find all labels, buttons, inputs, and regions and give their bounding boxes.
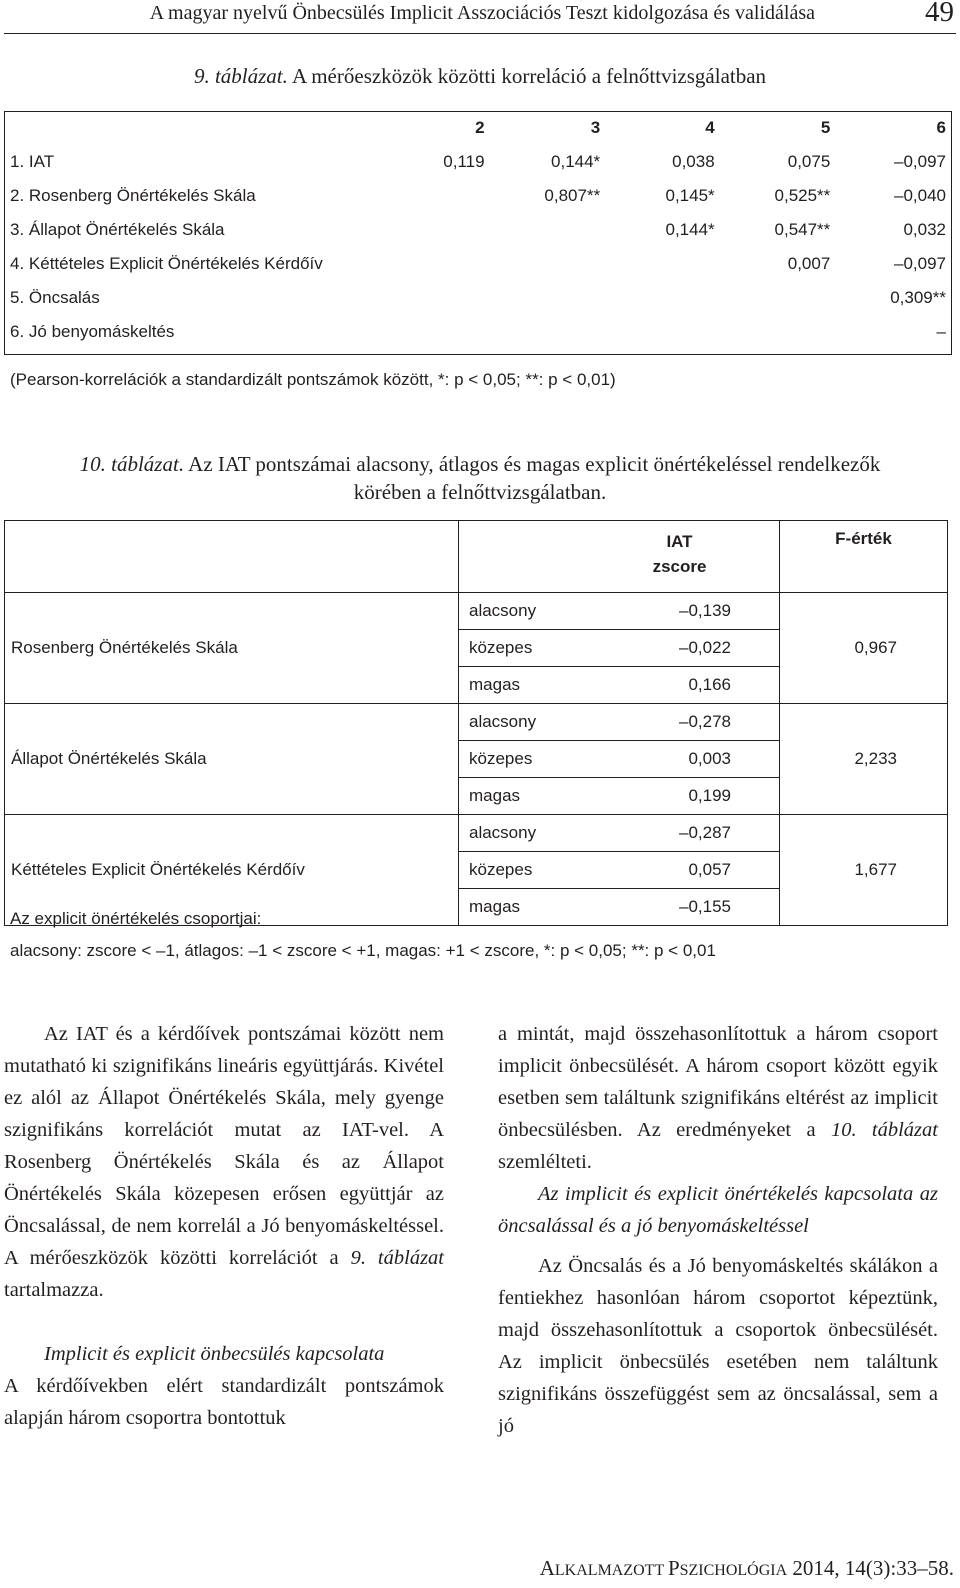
journal-footer <box>540 1556 954 1581</box>
table9-cell <box>491 213 607 247</box>
table10-header-row <box>5 521 948 593</box>
table10-level: alacsony <box>459 704 581 741</box>
journal-name-part: LKALMAZOTT <box>554 1562 668 1579</box>
table10-level: közepes <box>459 741 581 778</box>
table10-level: közepes <box>459 852 581 889</box>
journal-citation: 2014, 14(3):33–58. <box>787 1556 954 1580</box>
table10 <box>4 520 948 926</box>
table10-zscore: 0,057 <box>580 852 780 889</box>
table9 <box>4 111 952 349</box>
paragraph <box>498 1018 938 1178</box>
table9-header-cell: 4 <box>705 118 715 137</box>
table-row <box>4 247 952 281</box>
table9-cell <box>721 281 837 315</box>
table10-zscore: 0,166 <box>580 667 780 704</box>
table10-f-value: 1,677 <box>780 815 948 926</box>
table10-caption-label: 10. táblázat. <box>79 452 185 476</box>
table10-zscore: –0,155 <box>580 889 780 926</box>
table9-cell <box>377 179 490 213</box>
journal-name-part: P <box>667 1556 680 1580</box>
table9-cell <box>721 315 837 349</box>
table9-row-label: 2. Rosenberg Önértékelés Skála <box>10 186 256 205</box>
paragraph-text: szemlélteti. <box>498 1151 592 1173</box>
paragraph-text: Az IAT és a kérdőívek pontszámai között nem mutatható ki szignifikáns lineáris együttjárás. Kivétel ez alól az Állapot Önértékelés Skála, mely gyenge szignifikáns korrelációt mutat az IAT-vel. A Rosenberg Önértékelés Skála és az Állapot Önértékelés Skála közepesen erősen együttjár az Öncsalással, de nem korrelál a Jó benyomáskeltéssel. A mérőeszközök közötti korrelációt a <box>4 1023 444 1269</box>
table-row <box>4 315 952 349</box>
table-reference: 9. táblázat <box>350 1247 444 1269</box>
table10-caption-line1 <box>0 452 960 477</box>
table10-group-label: Állapot Önértékelés Skála <box>5 704 459 815</box>
table-reference: 10. táblázat <box>830 1119 938 1141</box>
table10-level: alacsony <box>459 815 581 852</box>
paragraph <box>4 1018 444 1306</box>
journal-name-part: SZICHOLÓGIA <box>679 1562 788 1579</box>
table10-caption-line2: körében a felnőttvizsgálatban. <box>353 480 607 504</box>
table9-cell: 0,007 <box>787 254 831 273</box>
body-column-right <box>498 1018 938 1442</box>
table-row <box>4 213 952 247</box>
paragraph: Az Öncsalás és a Jó benyomáskeltés skálákon a fentiekhez hasonlóan három csoportot képeztünk, majd összehasonlítottuk a csoportok önbecsülését. Az implicit önbecsülés esetében nem találtunk szignifikáns összefüggést sem az öncsalással, sem a jó <box>498 1255 938 1437</box>
table9-cell: 0,525** <box>774 186 831 205</box>
table9-cell <box>377 281 490 315</box>
table10-level: magas <box>459 778 581 815</box>
table10-header-empty <box>5 521 459 593</box>
table10-level: közepes <box>459 630 581 667</box>
table9-row-label: 3. Állapot Önértékelés Skála <box>10 220 225 239</box>
table10-zscore: –0,278 <box>580 704 780 741</box>
table9-cell: –0,097 <box>894 152 946 171</box>
table9-caption <box>0 64 960 89</box>
section-heading: Implicit és explicit önbecsülés kapcsolata <box>44 1343 385 1365</box>
table10-level: magas <box>459 667 581 704</box>
table9-cell <box>377 315 490 349</box>
table9-cell: 0,119 <box>443 152 485 171</box>
table9-cell: – <box>936 322 946 341</box>
table10-zscore: –0,287 <box>580 815 780 852</box>
table-row <box>4 179 952 213</box>
running-header <box>0 0 960 34</box>
table9-header-cell <box>4 111 377 145</box>
page-number: 49 <box>925 0 954 28</box>
section-heading: Az implicit és explicit önértékelés kapcsolata az öncsalással és a jó benyomáskeltéssel <box>498 1183 938 1237</box>
table9-cell: 0,075 <box>787 152 831 171</box>
table10-level: alacsony <box>459 593 581 630</box>
table9-header-cell: 2 <box>475 118 485 137</box>
table9-cell: 0,145* <box>665 186 715 205</box>
table10-note-legend: alacsony: zscore < –1, átlagos: –1 < zscore < +1, magas: +1 < zscore, *: p < 0,05; **: p < 0,01 <box>10 941 716 960</box>
table10-zscore: –0,139 <box>580 593 780 630</box>
running-title: A magyar nyelvű Önbecsülés Implicit Asszociációs Teszt kidolgozása és validálása <box>149 2 815 24</box>
spacer <box>4 1306 444 1338</box>
table9-caption-text: A mérőeszközök közötti korreláció a felnőttvizsgálatban <box>287 64 767 88</box>
table9-cell <box>377 213 490 247</box>
table10-level: magas <box>459 889 581 926</box>
table9-cell: 0,144* <box>551 152 601 171</box>
table9-cell <box>491 281 607 315</box>
table10-header-iat-text: IAT <box>666 532 693 551</box>
journal-name-part: A <box>539 1556 555 1580</box>
table9-cell <box>491 315 607 349</box>
table9-header-cell: 3 <box>590 118 601 137</box>
table9-cell <box>377 247 490 281</box>
table9-row-label: 6. Jó benyomáskeltés <box>10 322 175 341</box>
table-row <box>5 704 948 741</box>
table9-cell: 0,032 <box>903 220 946 239</box>
table9-cell: 0,807** <box>544 186 601 205</box>
spacer <box>498 1242 938 1250</box>
table10-f-value: 2,233 <box>780 704 948 815</box>
table9-header-cell: 5 <box>820 118 831 137</box>
table9-cell <box>606 247 720 281</box>
table9-cell: 0,144* <box>665 220 715 239</box>
table9-cell <box>491 247 607 281</box>
table9-cell: 0,547** <box>774 220 831 239</box>
paragraph: A kérdőívekben elért standardizált pontszámok alapján három csoportra bontottuk <box>4 1375 444 1429</box>
table9-cell: 0,309** <box>890 288 946 307</box>
table10-header-f: F-érték <box>780 521 948 593</box>
table10-group-label: Rosenberg Önértékelés Skála <box>5 593 459 704</box>
paragraph-text: a mintát, majd összehasonlítottuk a három csoport implicit önbecsülését. A három csoport között egyik esetben sem találtunk szignifikáns eltérést az implicit önbecsülésben. Az eredményeket a <box>498 1023 938 1141</box>
table10-header-empty <box>459 521 581 593</box>
table9-cell <box>606 315 720 349</box>
table-row <box>4 281 952 315</box>
table9-row-label: 4. Kéttételes Explicit Önértékelés Kérdőív <box>10 254 323 273</box>
table10-zscore: –0,022 <box>580 630 780 667</box>
table9-caption-label: 9. táblázat. <box>193 64 288 88</box>
table-row <box>5 815 948 852</box>
table9-cell: –0,097 <box>894 254 946 273</box>
table9-cell <box>606 281 720 315</box>
table9-row-label: 5. Öncsalás <box>10 288 100 307</box>
table9-note: (Pearson-korrelációk a standardizált pontszámok között, *: p < 0,05; **: p < 0,01) <box>10 370 616 389</box>
table10-f-value: 0,967 <box>780 593 948 704</box>
paragraph-text: tartalmazza. <box>4 1279 104 1301</box>
body-column-left <box>4 1018 444 1434</box>
table-row <box>5 593 948 630</box>
table10-header-iat <box>580 521 780 593</box>
header-rule <box>4 33 956 34</box>
table10-header-zscore-text: zscore <box>652 557 707 576</box>
table9-header-cell: 6 <box>936 118 946 137</box>
table10-caption-text: Az IAT pontszámai alacsony, átlagos és magas explicit önértékeléssel rendelkezők <box>184 452 881 476</box>
table10-zscore: 0,003 <box>580 741 780 778</box>
table10-group-label: Kéttételes Explicit Önértékelés Kérdőív <box>5 815 459 926</box>
table9-header-row <box>4 111 952 145</box>
table9-row-label: 1. IAT <box>10 152 55 171</box>
table10-note-title: Az explicit önértékelés csoportjai: <box>10 909 262 928</box>
table10-zscore: 0,199 <box>580 778 780 815</box>
table9-cell: 0,038 <box>672 152 715 171</box>
table-row <box>4 145 952 179</box>
table9-cell: –0,040 <box>894 186 946 205</box>
